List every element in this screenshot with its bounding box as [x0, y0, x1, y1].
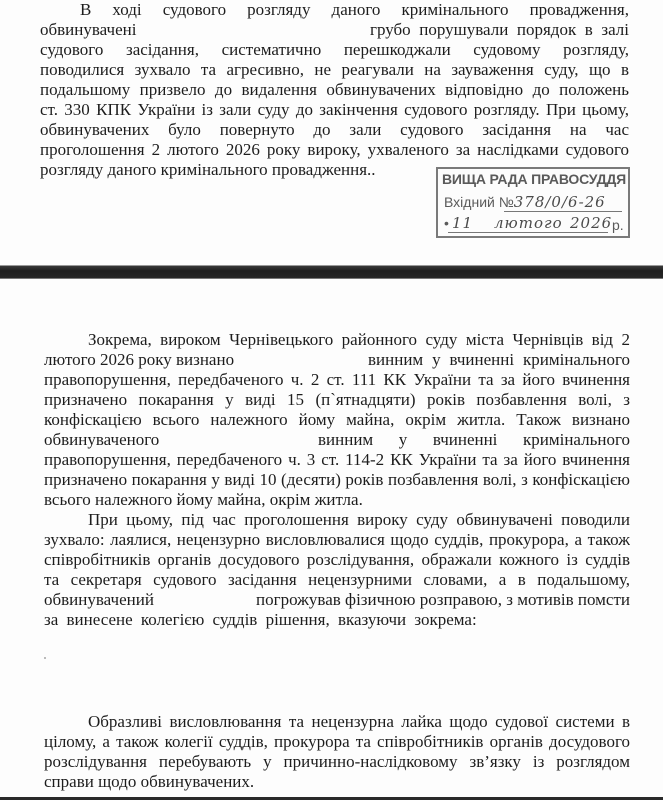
text-line: подальшому призвело до видалення обвинувачених відповідно до положень	[40, 80, 629, 99]
stamp-year-suffix: р.	[612, 217, 624, 233]
text-line: правопорушення, передбаченого ч. 3 ст. 114-2 КК України та за його вчинення	[44, 450, 630, 469]
text-line: цілому, а також колегії суддів, прокурора та співробітників органів досудового	[44, 732, 630, 751]
text-line: В ходi судового розгляду даного кримінального провадження,	[80, 0, 629, 19]
text-line: Образливі висловлювання та нецензурна лайка щодо судової системи в	[88, 712, 630, 731]
stamp-incoming-label: Вхідний №	[444, 194, 514, 210]
text-line: за винесене колегією суддів рішення, вказуючи зокрема:	[44, 610, 477, 629]
text-line: обвинувачені	[40, 20, 137, 39]
stamp-underline	[448, 232, 608, 233]
text-line: обвинуваченого	[44, 430, 160, 449]
text-line: грубо порушували порядок в залі	[370, 20, 629, 39]
stamp-title: ВИЩА РАДА ПРАВОСУДДЯ	[442, 171, 627, 187]
text-line: ст. 330 КПК України із зали суду до закінчення судового розгляду. При цьому,	[40, 100, 629, 119]
text-line: розслідування перебувають у причинно-наслідковому зв’язку із розглядом	[44, 752, 630, 771]
stamp-year: 2026	[570, 214, 613, 232]
text-line: розгляду даного кримінального провадження..	[40, 160, 376, 179]
registration-stamp	[436, 167, 630, 238]
text-line: винним у вчиненні кримінального	[318, 430, 630, 449]
text-line: справи щодо обвинувачених.	[44, 772, 255, 791]
stamp-day: 11	[452, 214, 474, 232]
document-page-1	[0, 0, 663, 265]
text-line: конфіскацією всього належного йому майна, окрім житла. Також визнано	[44, 410, 630, 429]
text-line: всього належного йому майна, окрім житла.	[44, 490, 363, 509]
text-line: зухвало: лаялися, нецензурно висловлювалися щодо суддів, прокурора, а також	[44, 530, 630, 549]
text-line: лютого 2026 року визнано	[44, 350, 235, 369]
text-line: обвинувачених було повернуто до зали судового засідання на час	[40, 120, 629, 139]
text-line: При цьому, під час проголошення вироку суду обвинувачені поводили	[88, 510, 630, 529]
stamp-month: лютого	[494, 214, 563, 232]
page-separator	[0, 265, 663, 279]
text-line: винним у вчиненні кримінального	[368, 350, 630, 369]
text-line: співробітників органів досудового розслідування, ображали кожного із суддів	[44, 550, 630, 569]
text-line: погрожував фізичною розправою, з мотивів помсти	[256, 590, 630, 609]
text-line: Зокрема, вироком Чернівецького районного суду міста Чернівців від 2	[88, 330, 630, 349]
stamp-quote-mark: •	[444, 215, 449, 231]
text-line: судового засідання, систематично перешкоджали судовому розгляду,	[40, 40, 629, 59]
stamp-incoming-number: 378/0/6-26	[513, 193, 606, 211]
text-line: призначено покарання у виді 15 (п`ятнадцяти) років позбавлення волі, з	[44, 390, 630, 409]
text-line: та секретаря судового засідання нецензурними словами, а в подальшому,	[44, 570, 630, 589]
text-line: призначено покарання у виді 10 (десяти) років позбавлення волі, з конфіскацією	[44, 470, 630, 489]
text-line: правопорушення, передбаченого ч. 2 ст. 111 КК України та за його вчинення	[44, 370, 630, 389]
text-line: поводилися зухвало та агресивно, не реагували на зауваження суду, що в	[40, 60, 629, 79]
scan-speck	[44, 657, 46, 659]
stamp-incoming-row	[444, 193, 606, 211]
document-page-2	[0, 279, 663, 797]
text-line: проголошення 2 лютого 2026 року вироку, ухваленого за наслідками судового	[40, 140, 629, 159]
stamp-underline	[504, 211, 622, 212]
text-line: обвинувачений	[44, 590, 154, 609]
